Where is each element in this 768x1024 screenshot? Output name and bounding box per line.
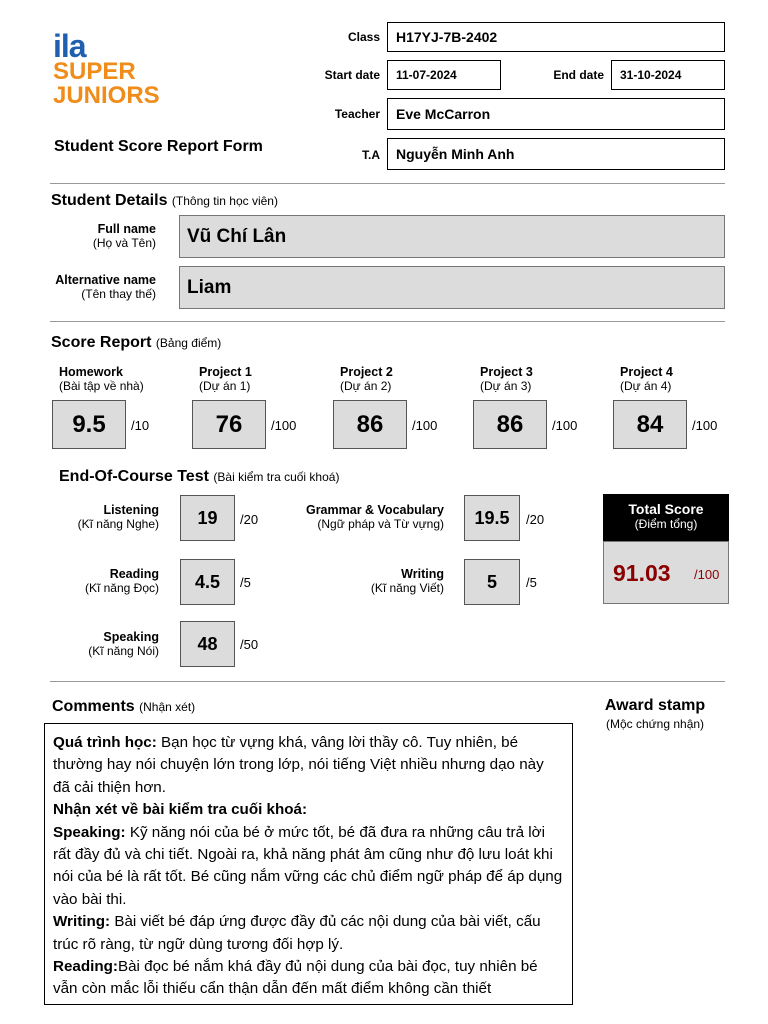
ta-field: Nguyễn Minh Anh [387, 138, 725, 170]
writing-label: Writing (Kĩ năng Viết) [370, 567, 444, 595]
divider [50, 321, 725, 322]
total-score-value: 91.03 [613, 560, 671, 586]
end-date-label: End date [553, 68, 604, 82]
fullname-field: Vũ Chí Lân [179, 215, 725, 258]
project2-max: /100 [412, 418, 438, 433]
project1-score: 76 [192, 400, 266, 449]
project3-label: Project 3 (Dự án 3) [480, 365, 533, 393]
logo-super: SUPER [53, 58, 136, 85]
altname-label: Alternative name (Tên thay thế) [55, 273, 156, 301]
writing-max: /5 [526, 575, 537, 590]
divider [50, 183, 725, 184]
listening-max: /20 [240, 512, 259, 527]
end-date-field: 31-10-2024 [611, 60, 725, 90]
award-stamp-heading: Award stamp (Mộc chứng nhận) [604, 697, 706, 731]
reading-score: 4.5 [180, 559, 235, 605]
ila-logo [53, 28, 160, 109]
reading-max: /5 [240, 575, 251, 590]
form-title: Student Score Report Form [54, 138, 263, 155]
project4-label: Project 4 (Dự án 4) [620, 365, 673, 393]
homework-score: 9.5 [52, 400, 126, 449]
project4-score: 84 [613, 400, 687, 449]
student-details-heading: Student Details (Thông tin học viên) [51, 192, 278, 209]
project2-label: Project 2 (Dự án 2) [340, 365, 393, 393]
listening-score: 19 [180, 495, 235, 541]
homework-max: /10 [131, 418, 150, 433]
logo-ila: ila [53, 28, 86, 64]
project3-max: /100 [552, 418, 578, 433]
start-date-label: Start date [324, 68, 380, 82]
project2-score: 86 [333, 400, 407, 449]
speaking-score: 48 [180, 621, 235, 667]
comments-box [44, 723, 573, 1005]
altname-field: Liam [179, 266, 725, 309]
divider [50, 681, 725, 682]
total-score-header: Total Score (Điểm tổng) [603, 494, 729, 541]
comment-paragraph: Writing: Bài viết bé đáp ứng được đầy đủ các nội dung của bài viết, cấu trúc rõ ràng, từ ngữ dùng tương đối hợp lý. [53, 913, 541, 953]
project4-max: /100 [692, 418, 718, 433]
listening-label: Listening (Kĩ năng Nghe) [77, 503, 159, 531]
comment-paragraph: Speaking: Kỹ năng nói của bé ở mức tốt, bé đã đưa ra những câu trả lời rất đầy đủ và chi tiết. Ngoài ra, khả năng phát âm cũng như độ lưu loát khi nói của bé là rất tốt. Bé cũng nắm vững các chủ điểm ngữ pháp để áp dụng vào bài thi. [53, 823, 563, 908]
fullname-label: Full name (Họ và Tên) [92, 222, 156, 250]
comment-paragraph: Nhận xét về bài kiểm tra cuối khoá: [53, 801, 308, 819]
total-score-box [603, 541, 729, 604]
project1-max: /100 [271, 418, 297, 433]
comment-paragraph: Quá trình học: Bạn học từ vựng khá, vâng lời thầy cô. Tuy nhiên, bé thường hay nói chuyện lớn trong lớp, nói tiếng Việt nhiều nhưng dạo này đã cải thiện hơn. [53, 734, 544, 796]
eoc-heading: End-Of-Course Test (Bài kiểm tra cuối khoá) [59, 468, 340, 485]
ta-label: T.A [362, 148, 380, 162]
class-label: Class [347, 30, 380, 44]
grammar-max: /20 [526, 512, 545, 527]
reading-label: Reading (Kĩ năng Đọc) [84, 567, 159, 595]
homework-label: Homework (Bài tập về nhà) [59, 365, 144, 393]
grammar-label: Grammar & Vocabulary (Ngữ pháp và Từ vựng) [305, 503, 444, 531]
speaking-label: Speaking (Kĩ năng Nói) [88, 630, 159, 658]
speaking-max: /50 [240, 637, 259, 652]
comments-heading: Comments (Nhận xét) [52, 698, 196, 715]
project3-score: 86 [473, 400, 547, 449]
logo-juniors: JUNIORS [53, 82, 160, 109]
class-field: H17YJ-7B-2402 [387, 22, 725, 52]
grammar-score: 19.5 [464, 495, 520, 541]
total-score-max: /100 [694, 567, 720, 582]
teacher-field: Eve McCarron [387, 98, 725, 130]
project1-label: Project 1 (Dự án 1) [199, 365, 252, 393]
comment-paragraph: Reading:Bài đọc bé nắm khá đầy đủ nội dung của bài đọc, tuy nhiên bé vẫn còn mắc lỗi thiếu cẩn thận dẫn đến mất điểm không cần thiết [53, 958, 538, 998]
score-report-heading: Score Report (Bảng điểm) [51, 334, 222, 351]
teacher-label: Teacher [334, 107, 380, 121]
writing-score: 5 [464, 559, 520, 605]
start-date-field: 11-07-2024 [387, 60, 501, 90]
